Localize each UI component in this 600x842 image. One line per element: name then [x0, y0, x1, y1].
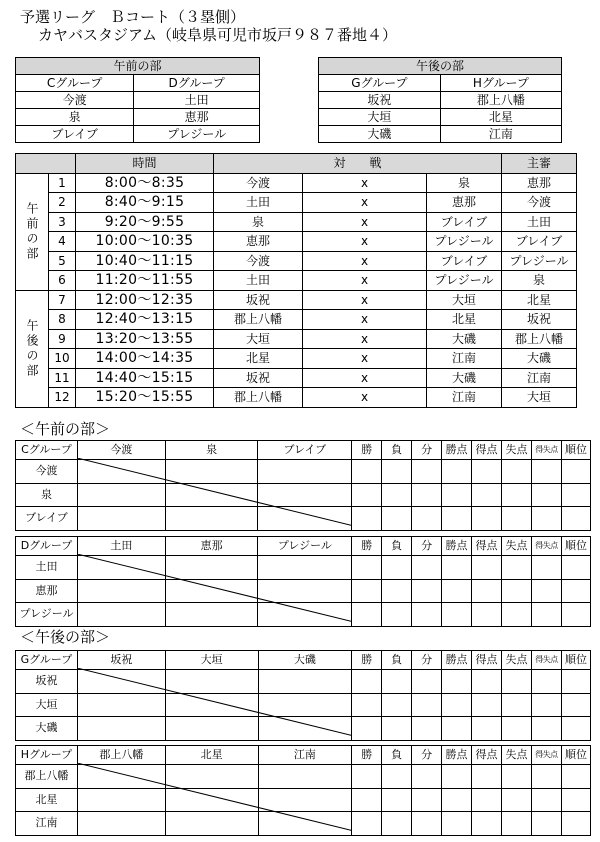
- schedule-row: [16, 368, 577, 388]
- team-2: 大磯: [427, 368, 502, 388]
- team-1: 今渡: [214, 173, 303, 193]
- opponent-header: 土田: [77, 537, 165, 556]
- stat-header: 負: [382, 651, 412, 670]
- stat-header: 順位: [561, 746, 590, 765]
- stat-cell: [472, 507, 502, 531]
- team-2: プレジール: [427, 232, 502, 252]
- am-groups-title: 午前の部: [16, 58, 260, 75]
- stat-cell: [502, 460, 532, 484]
- match-time: 12:40～13:15: [76, 310, 214, 330]
- opponent-header: 郡上八幡: [77, 746, 165, 765]
- referee: 大垣: [502, 388, 577, 408]
- team-1: 郡上八幡: [214, 310, 303, 330]
- group-header: Dグループ: [134, 75, 260, 92]
- stat-cell: [472, 556, 502, 580]
- team-name: 大垣: [16, 693, 78, 717]
- stat-cell: [531, 603, 561, 627]
- group-header: Gグループ: [319, 75, 441, 92]
- referee: プレジール: [502, 251, 577, 271]
- schedule-row: [16, 193, 577, 213]
- team-2: 大垣: [427, 290, 502, 310]
- stat-header: 勝点: [442, 651, 472, 670]
- stat-cell: [442, 812, 472, 836]
- referee: 恵那: [502, 173, 577, 193]
- team-name: 江南: [16, 812, 78, 836]
- team-name: 北星: [16, 788, 78, 812]
- stat-cell: [412, 483, 442, 507]
- stat-cell: [561, 788, 590, 812]
- match-number: 12: [49, 388, 76, 408]
- team-cell: ブレイブ: [16, 126, 134, 143]
- match-number: 3: [49, 212, 76, 232]
- stat-cell: [382, 483, 412, 507]
- match-time: 11:20～11:55: [76, 271, 214, 291]
- team-cell: 泉: [16, 109, 134, 126]
- team-cell: 坂祝: [319, 92, 441, 109]
- stat-cell: [472, 483, 502, 507]
- stat-cell: [561, 765, 590, 789]
- opponent-header: プレジール: [258, 537, 352, 556]
- match-time: 8:00～8:35: [76, 173, 214, 193]
- diagonal-line: [77, 458, 352, 526]
- referee: 泉: [502, 271, 577, 291]
- stat-cell: [502, 507, 532, 531]
- stat-cell: [412, 579, 442, 603]
- team-cell: 今渡: [16, 92, 134, 109]
- stat-header: 負: [382, 441, 412, 460]
- stat-header: 得失点: [531, 746, 561, 765]
- opponent-header: 江南: [258, 746, 352, 765]
- opponent-header: 北星: [165, 746, 258, 765]
- versus-mark: x: [303, 368, 427, 388]
- team-cell: 郡上八幡: [440, 92, 561, 109]
- stat-cell: [382, 812, 412, 836]
- team-2: ブレイブ: [427, 212, 502, 232]
- stat-cell: [472, 788, 502, 812]
- time-header: 時間: [76, 154, 214, 174]
- stat-cell: [561, 556, 590, 580]
- stat-cell: [472, 579, 502, 603]
- versus-mark: x: [303, 193, 427, 213]
- opponent-header: 恵那: [165, 537, 258, 556]
- match-time: 12:00～12:35: [76, 290, 214, 310]
- versus-mark: x: [303, 329, 427, 349]
- stat-header: 分: [412, 537, 442, 556]
- stat-cell: [561, 717, 590, 741]
- stat-cell: [412, 693, 442, 717]
- referee: ブレイブ: [502, 232, 577, 252]
- stat-cell: [442, 579, 472, 603]
- stat-cell: [561, 670, 590, 694]
- stat-cell: [472, 717, 502, 741]
- stat-cell: [382, 556, 412, 580]
- stat-cell: [531, 788, 561, 812]
- match-number: 8: [49, 310, 76, 330]
- stat-header: 得点: [472, 746, 502, 765]
- team-1: 土田: [214, 193, 303, 213]
- stat-header: 分: [412, 746, 442, 765]
- stat-cell: [352, 579, 382, 603]
- stat-cell: [412, 460, 442, 484]
- venue-line: カヤバスタジアム（岐阜県可児市坂戸９８７番地４）: [38, 26, 397, 44]
- stat-cell: [561, 693, 590, 717]
- team-2: 北星: [427, 310, 502, 330]
- stat-cell: [382, 670, 412, 694]
- match-time: 14:00～14:35: [76, 349, 214, 369]
- referee: 北星: [502, 290, 577, 310]
- schedule-row: [16, 329, 577, 349]
- stat-header: 勝: [352, 651, 382, 670]
- stat-cell: [412, 765, 442, 789]
- versus-mark: x: [303, 232, 427, 252]
- stat-header: 勝点: [442, 537, 472, 556]
- match-number: 6: [49, 271, 76, 291]
- team-2: ブレイブ: [427, 251, 502, 271]
- stat-cell: [501, 788, 531, 812]
- team-cell: プレジール: [134, 126, 260, 143]
- stat-cell: [472, 765, 502, 789]
- stat-cell: [502, 670, 532, 694]
- stat-cell: [442, 717, 472, 741]
- stat-header: 勝点: [442, 746, 472, 765]
- schedule-corner: [16, 154, 76, 174]
- schedule-row: [16, 212, 577, 232]
- stat-header: 失点: [502, 651, 532, 670]
- group-name: Cグループ: [16, 441, 78, 460]
- stat-cell: [352, 812, 382, 836]
- schedule-row: [16, 290, 577, 310]
- stat-cell: [531, 717, 561, 741]
- stat-header: 失点: [502, 537, 532, 556]
- am-section-title: ＜午前の部＞: [20, 420, 111, 438]
- stat-cell: [352, 670, 382, 694]
- team-name: 坂祝: [16, 670, 78, 694]
- stat-cell: [352, 788, 382, 812]
- stat-header: 分: [412, 441, 442, 460]
- stat-cell: [531, 765, 561, 789]
- match-number: 1: [49, 173, 76, 193]
- team-2: プレジール: [427, 271, 502, 291]
- stat-cell: [412, 788, 442, 812]
- match-number: 10: [49, 349, 76, 369]
- match-header: 対 戦: [214, 154, 502, 174]
- stat-cell: [472, 603, 502, 627]
- team-name: 今渡: [16, 460, 78, 484]
- group-name: Gグループ: [16, 651, 78, 670]
- schedule-row: [16, 388, 577, 408]
- versus-mark: x: [303, 251, 427, 271]
- referee: 坂祝: [502, 310, 577, 330]
- stat-cell: [352, 556, 382, 580]
- stat-cell: [352, 460, 382, 484]
- stat-cell: [561, 812, 590, 836]
- team-2: 大磯: [427, 329, 502, 349]
- stat-cell: [502, 717, 532, 741]
- stat-header: 失点: [501, 746, 531, 765]
- stat-cell: [502, 556, 532, 580]
- stat-cell: [531, 670, 561, 694]
- stat-cell: [442, 507, 472, 531]
- stat-cell: [561, 483, 590, 507]
- stat-header: 得失点: [531, 441, 561, 460]
- versus-mark: x: [303, 173, 427, 193]
- stat-cell: [561, 603, 590, 627]
- stat-cell: [382, 460, 412, 484]
- pm-section-title: ＜午後の部＞: [20, 628, 111, 646]
- stat-header: 順位: [561, 537, 590, 556]
- team-cell: 北星: [440, 109, 561, 126]
- opponent-header: 泉: [165, 441, 258, 460]
- team-cell: 土田: [134, 92, 260, 109]
- stat-cell: [442, 765, 472, 789]
- stat-cell: [472, 670, 502, 694]
- versus-mark: x: [303, 290, 427, 310]
- stat-header: 失点: [502, 441, 532, 460]
- opponent-header: 今渡: [77, 441, 165, 460]
- match-number: 7: [49, 290, 76, 310]
- stat-header: 勝: [352, 746, 382, 765]
- team-1: 坂祝: [214, 368, 303, 388]
- match-number: 5: [49, 251, 76, 271]
- stat-cell: [412, 717, 442, 741]
- stat-cell: [531, 460, 561, 484]
- stat-cell: [352, 693, 382, 717]
- stat-cell: [531, 693, 561, 717]
- opponent-header: ブレイブ: [258, 441, 352, 460]
- stat-cell: [561, 507, 590, 531]
- match-number: 4: [49, 232, 76, 252]
- team-name: 恵那: [16, 579, 78, 603]
- schedule-row: [16, 173, 577, 193]
- match-number: 2: [49, 193, 76, 213]
- team-2: 泉: [427, 173, 502, 193]
- stat-cell: [382, 765, 412, 789]
- group-name: Hグループ: [16, 746, 78, 765]
- versus-mark: x: [303, 388, 427, 408]
- stat-cell: [442, 788, 472, 812]
- stat-cell: [352, 765, 382, 789]
- stat-header: 得点: [472, 441, 502, 460]
- match-time: 15:20～15:55: [76, 388, 214, 408]
- stat-cell: [352, 717, 382, 741]
- referee: 江南: [502, 368, 577, 388]
- stat-header: 勝点: [442, 441, 472, 460]
- versus-mark: x: [303, 310, 427, 330]
- pm-groups-title: 午後の部: [319, 58, 562, 75]
- match-time: 14:40～15:15: [76, 368, 214, 388]
- team-name: プレジール: [16, 603, 78, 627]
- stat-cell: [382, 693, 412, 717]
- stat-cell: [442, 556, 472, 580]
- team-1: 郡上八幡: [214, 388, 303, 408]
- team-name: 郡上八幡: [16, 765, 78, 789]
- team-name: 大磯: [16, 717, 78, 741]
- stat-cell: [412, 507, 442, 531]
- team-1: 坂祝: [214, 290, 303, 310]
- stat-cell: [502, 483, 532, 507]
- stat-cell: [382, 579, 412, 603]
- stat-cell: [531, 483, 561, 507]
- team-cell: 江南: [440, 126, 561, 143]
- stat-header: 負: [382, 746, 412, 765]
- referee: 土田: [502, 212, 577, 232]
- stat-cell: [442, 603, 472, 627]
- stat-header: 順位: [561, 441, 590, 460]
- team-name: 泉: [16, 483, 78, 507]
- stat-header: 分: [412, 651, 442, 670]
- stat-cell: [412, 556, 442, 580]
- team-1: 泉: [214, 212, 303, 232]
- stat-cell: [531, 579, 561, 603]
- team-1: 北星: [214, 349, 303, 369]
- stat-header: 得点: [472, 651, 502, 670]
- page-title: 予選リーグ Ｂコート（３塁側）: [20, 8, 246, 26]
- stat-header: 順位: [561, 651, 590, 670]
- opponent-header: 大磯: [258, 651, 352, 670]
- versus-mark: x: [303, 212, 427, 232]
- team-cell: 恵那: [134, 109, 260, 126]
- stat-cell: [561, 579, 590, 603]
- match-number: 9: [49, 329, 76, 349]
- stat-cell: [502, 693, 532, 717]
- referee-header: 主審: [502, 154, 577, 174]
- pm-groups-table: [318, 57, 562, 143]
- team-1: 大垣: [214, 329, 303, 349]
- stat-cell: [412, 670, 442, 694]
- am-groups-table: [15, 57, 260, 143]
- referee: 大磯: [502, 349, 577, 369]
- team-2: 江南: [427, 388, 502, 408]
- team-name: 土田: [16, 556, 78, 580]
- stat-cell: [472, 460, 502, 484]
- schedule-row: [16, 251, 577, 271]
- group-header: Cグループ: [16, 75, 134, 92]
- stat-cell: [352, 483, 382, 507]
- stat-cell: [472, 812, 502, 836]
- stat-cell: [561, 460, 590, 484]
- stat-cell: [472, 693, 502, 717]
- match-time: 10:00～10:35: [76, 232, 214, 252]
- stat-cell: [442, 670, 472, 694]
- team-cell: 大垣: [319, 109, 441, 126]
- team-2: 江南: [427, 349, 502, 369]
- schedule-row: [16, 310, 577, 330]
- stat-cell: [352, 603, 382, 627]
- versus-mark: x: [303, 349, 427, 369]
- opponent-header: 坂祝: [77, 651, 165, 670]
- match-time: 9:20～9:55: [76, 212, 214, 232]
- stat-cell: [502, 579, 532, 603]
- stat-header: 勝: [352, 441, 382, 460]
- match-time: 10:40～11:15: [76, 251, 214, 271]
- stat-cell: [382, 717, 412, 741]
- stat-header: 得点: [472, 537, 502, 556]
- stat-cell: [501, 765, 531, 789]
- stat-cell: [501, 812, 531, 836]
- stat-cell: [531, 812, 561, 836]
- stat-cell: [352, 507, 382, 531]
- opponent-header: 大垣: [165, 651, 258, 670]
- team-1: 今渡: [214, 251, 303, 271]
- group-header: Hグループ: [440, 75, 561, 92]
- team-2: 恵那: [427, 193, 502, 213]
- diagonal-line: [77, 668, 352, 736]
- team-1: 土田: [214, 271, 303, 291]
- stat-header: 得失点: [531, 537, 561, 556]
- stat-cell: [442, 460, 472, 484]
- team-name: ブレイブ: [16, 507, 78, 531]
- stat-cell: [502, 603, 532, 627]
- stat-header: 勝: [352, 537, 382, 556]
- versus-mark: x: [303, 271, 427, 291]
- diagonal-line: [77, 554, 352, 622]
- schedule-table: [15, 153, 577, 408]
- referee: 郡上八幡: [502, 329, 577, 349]
- team-cell: 大磯: [319, 126, 441, 143]
- schedule-row: [16, 349, 577, 369]
- stat-cell: [382, 603, 412, 627]
- am-session-label: 午前の部: [16, 173, 49, 290]
- schedule-row: [16, 232, 577, 252]
- stat-cell: [531, 507, 561, 531]
- stat-header: 負: [382, 537, 412, 556]
- stat-cell: [442, 693, 472, 717]
- referee: 今渡: [502, 193, 577, 213]
- stat-cell: [382, 788, 412, 812]
- stat-cell: [412, 812, 442, 836]
- group-name: Dグループ: [16, 537, 78, 556]
- schedule-row: [16, 271, 577, 291]
- match-time: 8:40～9:15: [76, 193, 214, 213]
- pm-session-label: 午後の部: [16, 290, 49, 407]
- match-number: 11: [49, 368, 76, 388]
- stat-cell: [412, 603, 442, 627]
- team-1: 恵那: [214, 232, 303, 252]
- stat-cell: [382, 507, 412, 531]
- stat-cell: [442, 483, 472, 507]
- match-time: 13:20～13:55: [76, 329, 214, 349]
- stat-header: 得失点: [531, 651, 561, 670]
- diagonal-line: [77, 763, 352, 831]
- stat-cell: [531, 556, 561, 580]
